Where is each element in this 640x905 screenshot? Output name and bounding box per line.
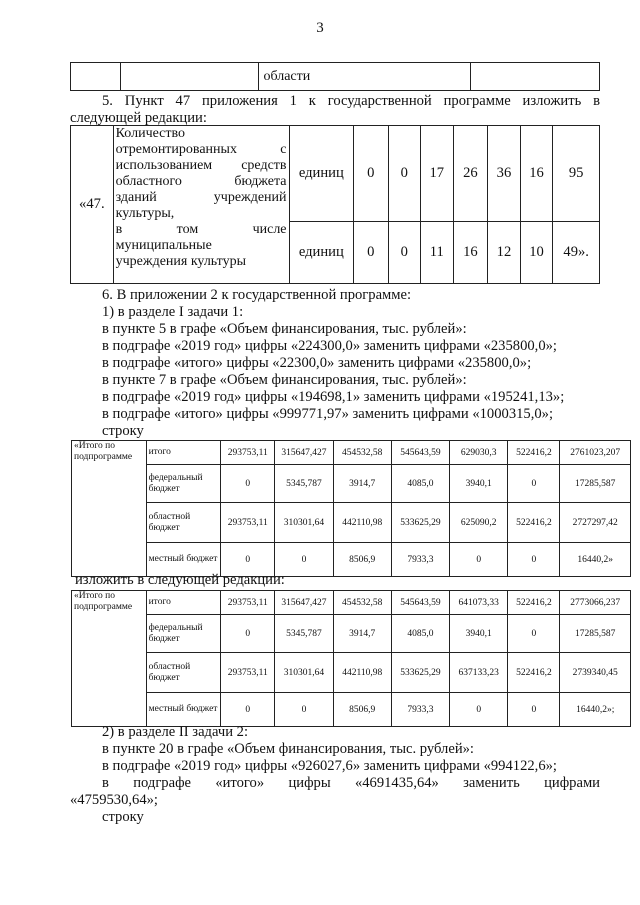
cell: 522416,2 (508, 653, 560, 693)
cell: 315647,427 (275, 591, 333, 615)
item-number: «47. (71, 126, 114, 284)
cell: 641073,33 (450, 591, 508, 615)
cell: 8506,9 (333, 543, 391, 577)
cell: 293753,11 (221, 503, 275, 543)
unit: единиц (289, 126, 354, 222)
cell: 442110,98 (333, 653, 391, 693)
cell (121, 63, 259, 91)
cell: 0 (508, 615, 560, 653)
cell: 293753,11 (221, 653, 275, 693)
desc-line: в том числе (115, 222, 287, 237)
cell: 545643,59 (391, 591, 449, 615)
finance-table-new (71, 590, 631, 727)
cell: 533625,29 (391, 503, 449, 543)
cell: 0 (275, 543, 333, 577)
value: 16 (453, 222, 488, 284)
cell: 3914,7 (333, 615, 391, 653)
cell: 3940,1 (450, 615, 508, 653)
value: 10 (520, 222, 553, 284)
value: 0 (388, 222, 420, 284)
cell: 2727297,42 (560, 503, 631, 543)
paragraph-5-line2: следующей редакции: (70, 110, 207, 126)
value: 49». (553, 222, 600, 284)
para6-line: в подграфе «итого» цифры «999771,97» заменить цифрами «1000315,0»; (102, 406, 554, 422)
desc-line: областного бюджета (115, 174, 287, 189)
para-end-line: в подграфе «2019 год» цифры «926027,6» заменить цифрами «994122,6»; (102, 758, 557, 774)
cell: 2773066,237 (560, 591, 631, 615)
para-end-line: в подграфе «итого» цифры «4691435,64» заменить цифрами (102, 775, 600, 791)
group-label: «Итого по подпрограмме (72, 441, 147, 577)
para-end-line: 2) в разделе II задачи 2: (102, 724, 249, 740)
desc-line: отремонтированных с (115, 142, 287, 157)
cell: 17285,587 (560, 615, 631, 653)
desc-line: использованием средств (115, 158, 287, 173)
cell: 0 (508, 693, 560, 727)
cell: 533625,29 (391, 653, 449, 693)
cell: 454532,58 (333, 441, 391, 465)
cell (471, 63, 600, 91)
cell: 4085,0 (391, 465, 449, 503)
cell: 0 (221, 465, 275, 503)
item-47-table (70, 125, 600, 284)
para6-line: 6. В приложении 2 к государственной программе: (102, 287, 412, 303)
cell: 0 (450, 693, 508, 727)
row-label: областной бюджет (146, 653, 221, 693)
group-label: «Итого по подпрограмме (72, 591, 147, 727)
cell (71, 63, 121, 91)
cell: 0 (508, 543, 560, 577)
value: 36 (488, 126, 521, 222)
cell: 8506,9 (333, 693, 391, 727)
cell: 2739340,45 (560, 653, 631, 693)
value: 11 (420, 222, 453, 284)
para6-line: в подграфе «итого» цифры «22300,0» заменить цифрами «235800,0»; (102, 355, 532, 371)
cell: 454532,58 (333, 591, 391, 615)
desc-line: Количество (115, 126, 186, 141)
value: 0 (388, 126, 420, 222)
desc-line: зданий учреждений (115, 190, 287, 205)
row-label: областной бюджет (146, 503, 221, 543)
desc-line: культуры, (115, 206, 175, 221)
table-continuation (70, 62, 600, 91)
page-number: 3 (316, 20, 324, 36)
cell: 629030,3 (450, 441, 508, 465)
cell: 522416,2 (508, 503, 560, 543)
para6-line: 1) в разделе I задачи 1: (102, 304, 244, 320)
cell: 0 (275, 693, 333, 727)
para6-line: в пункте 7 в графе «Объем финансирования, тыс. рублей»: (102, 372, 467, 388)
cell-text: области (259, 63, 471, 91)
cell: 625090,2 (450, 503, 508, 543)
cell: 293753,11 (221, 441, 275, 465)
cell: 0 (221, 543, 275, 577)
value: 0 (354, 222, 388, 284)
cell: 545643,59 (391, 441, 449, 465)
paragraph-5-line1: 5. Пункт 47 приложения 1 к государственной программе изложить в (102, 93, 600, 109)
cell: 3940,1 (450, 465, 508, 503)
cell: 16440,2»; (560, 693, 631, 727)
cell: 637133,23 (450, 653, 508, 693)
cell: 0 (221, 693, 275, 727)
para6-line: в пункте 5 в графе «Объем финансирования, тыс. рублей»: (102, 321, 467, 337)
para-end-line: «4759530,64»; (70, 792, 158, 808)
item-description (113, 126, 289, 284)
cell: 17285,587 (560, 465, 631, 503)
value: 95 (553, 126, 600, 222)
finance-table-old (71, 440, 631, 577)
para6-line: строку (102, 423, 144, 439)
row-label: федеральный бюджет (146, 465, 221, 503)
desc-line: муниципальные (115, 238, 212, 253)
cell: 315647,427 (275, 441, 333, 465)
cell: 5345,787 (275, 615, 333, 653)
cell: 5345,787 (275, 465, 333, 503)
row-label: местный бюджет (146, 693, 221, 727)
cell: 442110,98 (333, 503, 391, 543)
cell: 310301,64 (275, 653, 333, 693)
value: 12 (488, 222, 521, 284)
row-label: федеральный бюджет (146, 615, 221, 653)
para-end-line: строку (102, 809, 144, 825)
para-end-line: в пункте 20 в графе «Объем финансирования, тыс. рублей»: (102, 741, 474, 757)
cell: 0 (450, 543, 508, 577)
cell: 4085,0 (391, 615, 449, 653)
cell: 7933,3 (391, 693, 449, 727)
cell: 3914,7 (333, 465, 391, 503)
cell: 2761023,207 (560, 441, 631, 465)
para6-line: в подграфе «2019 год» цифры «224300,0» заменить цифрами «235800,0»; (102, 338, 557, 354)
cell: 0 (508, 465, 560, 503)
row-label: итого (146, 441, 221, 465)
value: 26 (453, 126, 488, 222)
cell: 522416,2 (508, 591, 560, 615)
row-label: местный бюджет (146, 543, 221, 577)
row-label: итого (146, 591, 221, 615)
cell: 16440,2» (560, 543, 631, 577)
value: 16 (520, 126, 553, 222)
para6-line: в подграфе «2019 год» цифры «194698,1» заменить цифрами «195241,13»; (102, 389, 565, 405)
desc-line: учреждения культуры (115, 254, 246, 269)
value: 0 (354, 126, 388, 222)
middle-text: изложить в следующей редакции: (75, 572, 285, 588)
cell: 293753,11 (221, 591, 275, 615)
cell: 310301,64 (275, 503, 333, 543)
value: 17 (420, 126, 453, 222)
cell: 522416,2 (508, 441, 560, 465)
cell: 7933,3 (391, 543, 449, 577)
cell: 0 (221, 615, 275, 653)
unit: единиц (289, 222, 354, 284)
